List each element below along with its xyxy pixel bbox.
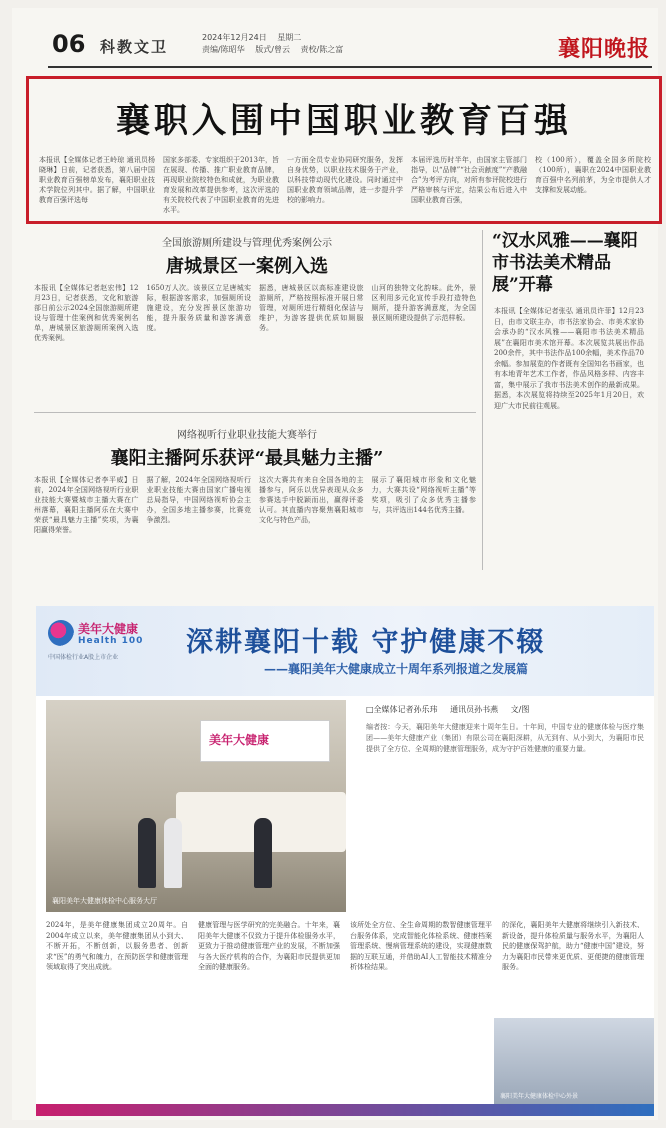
page-number: 06 xyxy=(52,30,86,58)
anchor-article-body xyxy=(34,475,476,535)
article-column: 健康管理与医学研究的完美融合。十年来，襄阳美年大健康不仅致力于提升体检服务水平，更致力于推动健康管理产业的发展，不断加强与各大医疗机构的合作，为襄阳市民提供更加全面的健康服务。 xyxy=(198,921,340,971)
byline-correspondent: 通讯员孙书燕 xyxy=(450,705,499,714)
article-column: 本报讯【全媒体记者王岭琼 通讯员杨晓琳】日前，记者获悉，第八届中国职业教育百强榜单发布，襄阳职业技术学院位列其中。据了解，中国职业教育百强评选每 xyxy=(39,156,155,204)
article-column: 山河的独特文化韵味。此外，景区利用多元化宣传手段打造特色厕所，提升游客满意度，为全国景区厕所建设提供了示范样板。 xyxy=(371,284,476,322)
calligraphy-article-headline: “汉水风雅——襄阳市书法美术精品展”开幕 xyxy=(492,231,638,295)
brand-tagline: 中国体检行业A股上市企业 xyxy=(48,654,119,661)
design-credit: 版式/曾云 xyxy=(255,45,290,54)
article-column: 该所处全方位、全生命周期的数智健康管理平台服务体系，完成智能化体检系统、健康档案管理系统、慢病管理系统的建设，实现健康数据的互联互通，并借助AI人工智能技术精准分析体检结果。 xyxy=(350,921,492,971)
person-figure xyxy=(138,818,156,888)
tang-article-body xyxy=(34,283,476,343)
article-column: 一方面全员专业协同研究服务，发挥自身优势，以职业技术服务于产业，以科技带动现代化建设。同时通过中国职业教育领域品牌，进一步提升学校的影响力。 xyxy=(287,156,403,204)
building-photo xyxy=(494,1018,654,1104)
article-column: 这次大赛共有来自全国各地的主播参与，阿乐以优异表现从众多参赛选手中脱颖而出，赢得评委认可。其直播内容聚焦襄阳城市文化与特色产品， xyxy=(259,476,364,524)
brand-name-english: Health 100 xyxy=(78,636,144,646)
lobby-photo xyxy=(46,700,346,912)
byline-reporter: □全媒体记者孙乐玮 xyxy=(366,705,438,714)
photo-caption: 襄阳美年大健康体检中心服务大厅 xyxy=(52,897,157,905)
article-column: 的深化，襄阳美年大健康将继续引入新技术、新设备，提升体检质量与服务水平，为襄阳人民的健康保驾护航，助力“健康中国”建设，努力为襄阳市民带来更优质、更便捷的健康管理服务。 xyxy=(502,921,644,971)
masthead-meta xyxy=(202,32,351,56)
article-column: 据悉，唐城景区以高标准建设旅游厕所，严格按照标准开展日常管理，对厕所进行精细化保洁与维护，为游客提供优质如厕服务。 xyxy=(259,284,364,332)
article-column: 1650万人次。该景区立足唐城实际，根据游客需求，加强厕所设施建设，充分发挥景区旅游功能，提升服务质量和游客满意度。 xyxy=(146,284,251,332)
column-divider xyxy=(482,230,483,570)
newspaper-logo: 襄阳晚报 xyxy=(557,36,650,62)
editor-credit: 责编/陈昭华 xyxy=(202,45,245,54)
proof-credit: 责校/陈之富 xyxy=(300,45,344,54)
article-column: 2024年，是美年健康集团成立20周年。自2004年成立以来，美年健康集团从小到大、不断开拓，不断创新，以服务患者、创新求“医”的勇气和魄力，在预防医学和健康管理领域取得了突出成就。 xyxy=(46,921,188,971)
advertorial-editor-note: 编者按：今天，襄阳美年大健康迎来十周年生日。十年间，中国专业的健康体检与医疗集团——美年大健康产业（集团）有限公司在襄阳深耕，从无到有、从小到大，为襄阳市民提供了全方位、全周期的健康管理服务，成为守护百姓健康的重要力量。 xyxy=(366,723,644,753)
masthead-rule xyxy=(48,66,652,68)
article-column: 国家多部委、专家组织于2013年，旨在展现、传播、推广职业教育品牌，再现职业院校特色和成就，为职业教育发展和改革提供参考，这次评选的有关院校代表了中国职业教育的先进水平。 xyxy=(163,156,279,214)
advertorial-header-band xyxy=(36,606,654,696)
advertorial-byline xyxy=(366,704,539,715)
section-name: 科教文卫 xyxy=(100,38,169,56)
section-divider xyxy=(34,412,476,413)
advertorial-footer-bar xyxy=(36,1104,654,1116)
photo-sign-text: 美年大健康 xyxy=(209,733,270,747)
advertorial-block xyxy=(36,606,654,1116)
issue-weekday: 星期二 xyxy=(277,33,302,42)
brand-logo-icon xyxy=(48,620,74,646)
person-figure xyxy=(254,818,272,888)
top-article-box xyxy=(26,76,662,224)
byline-credit: 文/图 xyxy=(510,705,530,714)
masthead xyxy=(12,8,658,68)
photo-sign-board xyxy=(200,720,330,762)
building-photo-caption: 襄阳美年大健康体检中心外景 xyxy=(500,1093,579,1100)
anchor-article-kicker: 网络视听行业职业技能大赛举行 xyxy=(177,430,317,441)
advertorial-body xyxy=(46,920,644,973)
article-column: 本报讯【全媒体记者李平威】日前，2024年全国网络视听行业职业技能大赛暨城市主播大赛在广州落幕，襄阳主播阿乐在大赛中荣获“最具魅力主播”奖项，为襄阳赢得荣誉。 xyxy=(34,476,139,534)
top-article-body xyxy=(39,155,651,215)
top-article-headline: 襄职入围中国职业教育百强 xyxy=(116,101,572,141)
tang-article-headline: 唐城景区一案例入选 xyxy=(166,256,328,277)
article-column: 校（100所），覆盖全国多所院校（100所），襄职在2024中国职业教育百强中名列前茅，为全市提供人才支撑和发展动能。 xyxy=(535,156,651,194)
tang-article-kicker: 全国旅游厕所建设与管理优秀案例公示 xyxy=(162,238,332,249)
article-column: 本报讯【全媒体记者赵宏伟】12月23日，记者获悉，文化和旅游部日前公示2024全国旅游厕所建设与管理十佳案例和优秀案例名单，唐城景区旅游厕所案例入选优秀案例。 xyxy=(34,284,139,342)
issue-date: 2024年12月24日 xyxy=(202,33,267,42)
anchor-article-headline: 襄阳主播阿乐获评“最具魅力主播” xyxy=(110,448,384,469)
article-column: 据了解，2024年全国网络视听行业职业技能大赛由国家广播电视总局指导，中国网络视听协会主办，全国多地主播参赛，比赛竞争激烈。 xyxy=(146,476,251,524)
advertorial-subheadline: ——襄阳美年大健康成立十周年系列报道之发展篇 xyxy=(264,662,529,676)
article-column: 展示了襄阳城市形象和文化魅力，大赛共设“网络视听主播”等奖项，吸引了众多优秀主播参与，共评选出144名优秀主播。 xyxy=(371,476,476,514)
advertorial-headline: 深耕襄阳十载 守护健康不辍 xyxy=(186,627,546,658)
brand-name: 美年大健康 xyxy=(78,622,139,636)
person-figure xyxy=(164,818,182,888)
newspaper-page xyxy=(12,8,658,1120)
calligraphy-article-body: 本报讯【全媒体记者张弘 通讯员许菲】12月23日，由市文联主办，市书法家协会、市美术家协会承办的“汉水风雅——襄阳市书法美术精品展”在襄阳市美术馆开幕。本次展览共展出作品200余件，其中书法作品100余幅，美术作品70余幅。参加展览的作者既有全国知名书画家，也有本地青年艺术工作者，作品风格多样、内容丰富，集中展示了我市书法美术创作的最新成果。据悉，本次展览将持续至2025年1月20日，欢迎广大市民前往观展。 xyxy=(494,307,644,410)
article-column: 本届评选历时半年，由国家主管部门指导，以“品牌”“社会贡献度”“产教融合”为考评方向，对所有参评院校进行严格审核与评定，结果公布后进入中国职业教育百强， xyxy=(411,156,527,204)
